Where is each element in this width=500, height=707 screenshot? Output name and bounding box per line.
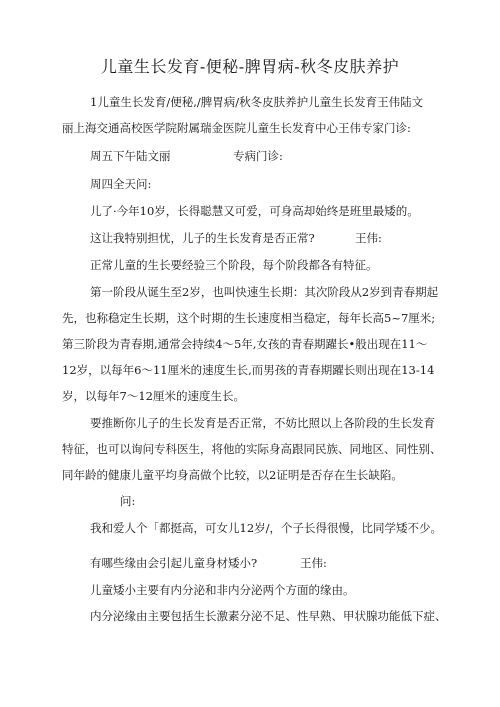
paragraph-line: 要推断你儿子的生长发育是否正常，不妨比照以上各阶段的生长发育 <box>90 416 435 430</box>
paragraph-line: 有哪些缘由会引起儿童身材矮小? <box>90 556 258 570</box>
paragraph-line: 1儿童生长发育/便秘,/脾胃病/秋冬皮肤养护儿童生长发育王伟陆文 <box>90 95 424 109</box>
paragraph-line: 王伟: <box>300 556 327 570</box>
paragraph-line: 正常儿童的生长要经验三个阶段，每个阶段都各有特征。 <box>90 258 378 272</box>
paragraph-line: 我和爱人个「都挺高，可女儿12岁/，个子长得很慢，比同学矮不少。 <box>90 521 443 535</box>
document-title: 儿童生长发育-便秘-脾胃病-秋冬皮肤养护 <box>100 57 400 76</box>
paragraph-line: 王伟: <box>355 231 382 245</box>
paragraph-line: 这让我特别担忧，儿子的生长发育是否正常? <box>90 231 315 245</box>
paragraph-line: 内分泌缘由主要包括生长激素分泌不足、性早熟、甲状腺功能低下症、 <box>90 609 447 623</box>
paragraph-line: 儿童矮小主要有内分泌和非内分泌两个方面的缘由。 <box>90 583 355 597</box>
paragraph-line: 12岁，以每年6～11厘米的速度生长,而男孩的青春期躍长则出现在13-14 <box>62 363 435 377</box>
paragraph-line: 儿了·今年10岁，长得聪慧又可爱，可身高却始终是班里最矮的。 <box>90 204 419 218</box>
paragraph-line: 丽上海交通高校医学院附属瑞金医院儿童生长发育中心王伟专家门诊: <box>62 121 411 135</box>
paragraph-line: 第三阶段为青春期,通常会持续4～5年,女孩的青春期躍长•般出现在11～ <box>62 337 428 351</box>
paragraph-line: 特征，也可以询问专科医生，将他的实际身高跟同民族、同地区、同性别、 <box>62 442 442 456</box>
paragraph-line: 专病门诊: <box>233 149 283 163</box>
paragraph-line: 周四全天问: <box>90 177 152 191</box>
paragraph-line: 岁，以每年7～12厘米的速度生长。 <box>62 389 245 403</box>
paragraph-line: 问: <box>120 494 136 508</box>
paragraph-line: 先，也称稳定生长期，这个时期的生长速度相当稳定，每年长高5~7厘米; <box>62 311 436 325</box>
paragraph-line: 同年龄的健康儿童平均身高做个比较，以2证明是否存在生长缺陷。 <box>62 468 403 482</box>
paragraph-line: 第一阶段从诞生至2岁，也叫快速生长期：其次阶段从2岁到青春期起 <box>90 285 439 299</box>
paragraph-line: 周五下午陆文丽 <box>90 149 171 163</box>
